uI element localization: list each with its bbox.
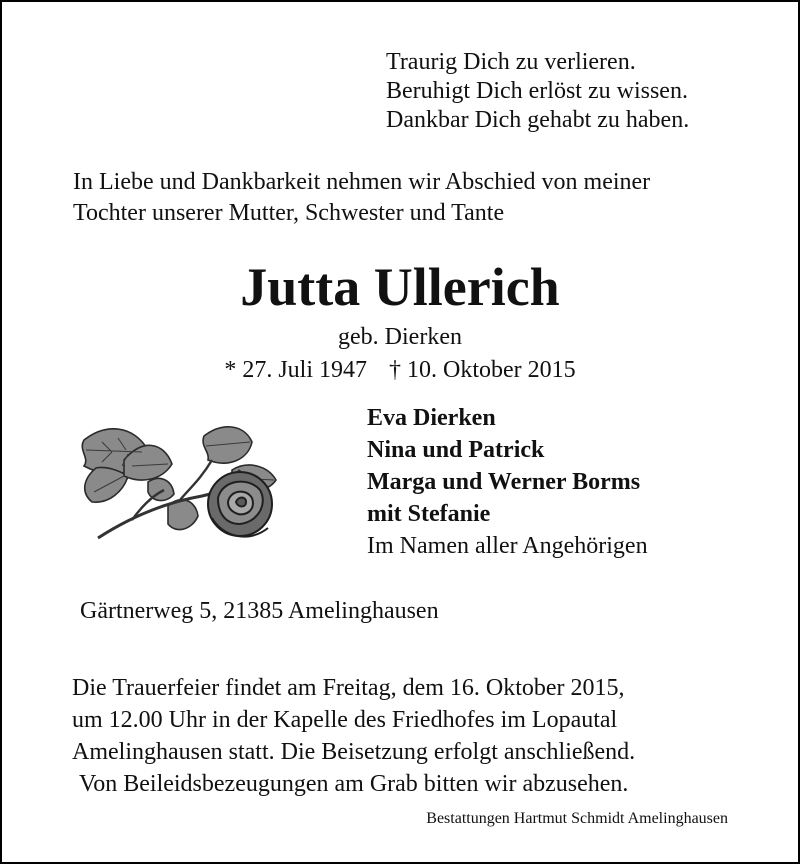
mourner: Nina und Patrick: [367, 437, 545, 463]
service-info: [72, 672, 635, 800]
deceased-name: Jutta Ullerich: [240, 257, 560, 317]
intro-line: In Liebe und Dankbarkeit nehmen wir Abschied von meiner: [73, 169, 651, 195]
life-dates: [0, 356, 800, 384]
service-line: um 12.00 Uhr in der Kapelle des Friedhofes im Lopautal: [72, 707, 618, 733]
address: Gärtnerweg 5, 21385 Amelinghausen: [80, 598, 439, 624]
birth-name: geb. Dierken: [338, 324, 462, 350]
intro-line: Tochter unserer Mutter, Schwester und Tante: [73, 200, 505, 226]
poem-line: Dankbar Dich gehabt zu haben.: [386, 107, 690, 133]
poem-line: Traurig Dich zu verlieren.: [386, 49, 636, 75]
service-line: Amelinghausen statt. Die Beisetzung erfolgt anschließend.: [72, 739, 636, 765]
intro-text: [73, 167, 650, 229]
service-line: Von Beileidsbezeugungen am Grab bitten wir abzusehen.: [79, 771, 629, 797]
birth-date: * 27. Juli 1947: [224, 357, 368, 383]
mourners-list: [367, 402, 648, 562]
mourner: Marga und Werner Borms: [367, 469, 641, 495]
service-line: Die Trauerfeier findet am Freitag, dem 16. Oktober 2015,: [72, 675, 625, 701]
mourner-note: Im Namen aller Angehörigen: [367, 533, 648, 559]
undertaker: Bestattungen Hartmut Schmidt Amelinghausen: [426, 810, 728, 827]
rose-icon: [72, 420, 284, 560]
mourner: mit Stefanie: [367, 501, 491, 527]
mourner: Eva Dierken: [367, 405, 496, 431]
poem-line: Beruhigt Dich erlöst zu wissen.: [386, 78, 688, 104]
poem: [386, 48, 689, 135]
death-date: † 10. Oktober 2015: [389, 357, 576, 383]
